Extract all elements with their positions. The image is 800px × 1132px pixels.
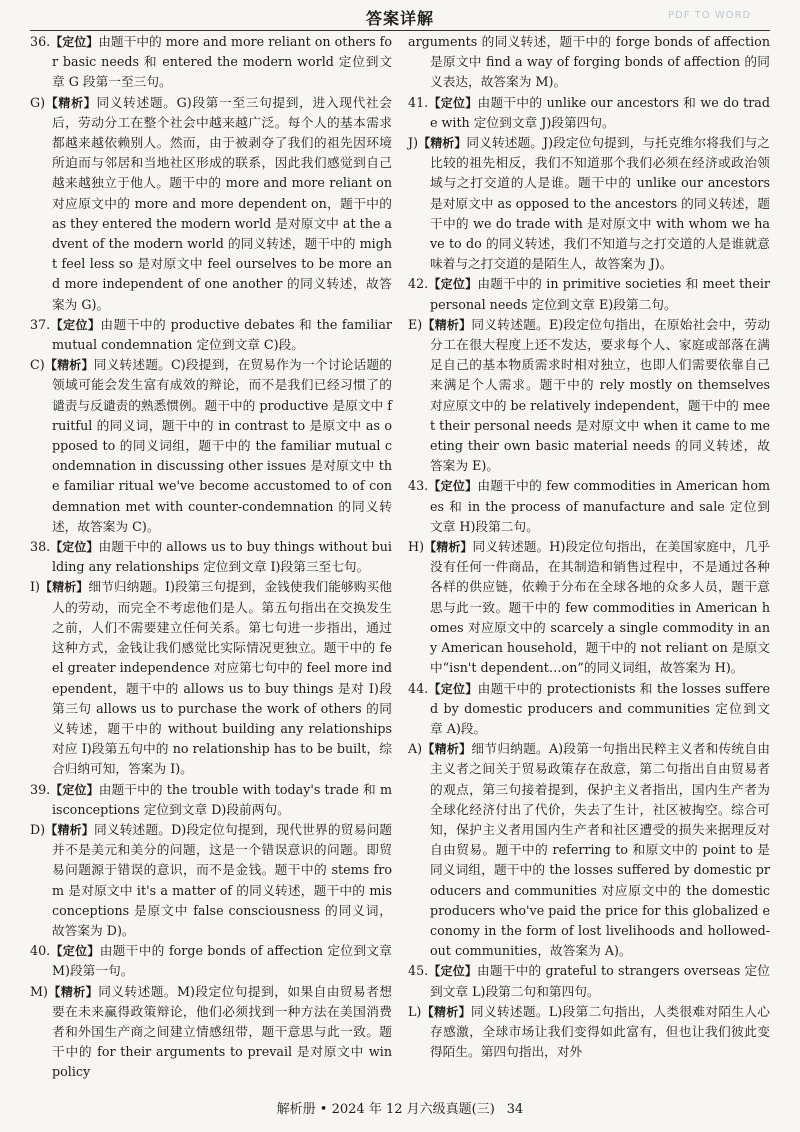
entry-text: 由题干中的 grateful to strangers overseas 定位到文章 L)段第二句和第四句。 bbox=[430, 963, 770, 999]
answer-entry bbox=[30, 315, 392, 355]
entry-number: A) bbox=[408, 741, 423, 757]
entry-number: I) bbox=[30, 579, 40, 595]
entry-number: C) bbox=[30, 357, 45, 373]
answer-entry bbox=[30, 577, 392, 779]
entry-text: 由题干中的 more and more reliant on others for basic needs 和 entered the modern world 定位到文章 G 段第一至三句。 bbox=[52, 34, 392, 90]
entry-text: 同义转述题。G)段第一至三句提到，进入现代社会后，劳动分工在整个社会中越来越广泛。每个人的基本需求都越来越依赖别人。然而，由于被剥夺了我们的祖先因环境所迫而与邻居和当地社区形成的联系，因此我们感觉到自己越来越独立于他人。题干中的 more and more reliant on 对应原文中的 more and more dependent on，题干中的 as they entered the modern world 是对原文中 at the advent of the modern world 的同义转述，题干中的 might feel less so 是对原文中 feel ourselves to be more and more independent of one another 的同义转述，故答案为 G)。 bbox=[52, 94, 392, 312]
page-footer bbox=[0, 1098, 800, 1117]
entry-number: 36. bbox=[30, 34, 51, 49]
corner-watermark: PDF TO WORD bbox=[668, 10, 752, 21]
entry-tag: 【精析】 bbox=[421, 1004, 471, 1019]
answer-entry bbox=[30, 982, 392, 1083]
entry-tag: 【精析】 bbox=[39, 580, 89, 595]
right-column bbox=[408, 32, 770, 1062]
answer-entry bbox=[408, 274, 770, 314]
entry-number: E) bbox=[408, 316, 423, 332]
entry-number: 39. bbox=[30, 781, 51, 797]
entry-text: 同义转述题。H)段定位句指出，在美国家庭中，几乎没有任何一件商品，在其制造和销售过程中，不是通过各种各样的供应链，依赖于分布在全球各地的众多人员，题干意思与此一致。题干中的 few commodities in American homes 对应原文中的 scarcely a single commodity in any American household，题干中的 not reliant on 是原文中“isn't dependent…on”的同义词组，故答案为 H)。 bbox=[430, 539, 770, 676]
entry-text: 同义转述题。D)段定位句提到，现代世界的贸易问题并不是美元和美分的问题，这是一个错误意识的问题。即贸易问题源于错误的意识，而不是金钱。题干中的 stems from 是对原文中 it's a matter of 的同义转述，题干中的 misconceptions 是原文中 false consciousness 的同义词，故答案为 D)。 bbox=[52, 821, 392, 938]
entry-tag: 【精析】 bbox=[47, 984, 99, 999]
answer-entry bbox=[408, 32, 770, 93]
answer-entry bbox=[30, 537, 392, 577]
entry-text: 由题干中的 unlike our ancestors 和 we do trade with 定位到文章 J)段第四句。 bbox=[430, 94, 770, 130]
entry-text: 细节归纳题。I)段第三句提到，金钱使我们能够购买他人的劳动，而完全不考虑他们是人。第五句指出在交换发生之前，人们不需要建立任何关系。第七句进一步指出，通过这种方式，金钱让我们感觉比实际情况更独立。题干中的 feel greater independence 对应第七句中的 feel more independent，题干中的 allows us to buy things 是对 I)段第三句 allows us to purchase the work of others 的同义转述，题干中的 without building any relationships 对应 I)段第五句中的 no relationship has to be built，综合归纳可知，答案为 I)。 bbox=[52, 579, 392, 777]
entry-tag: 【定位】 bbox=[50, 35, 99, 49]
entry-number: 40. bbox=[30, 943, 51, 959]
answer-entry bbox=[408, 679, 770, 740]
answer-entry bbox=[408, 133, 770, 274]
entry-tag: 【精析】 bbox=[424, 540, 473, 555]
entry-number: L) bbox=[408, 1003, 422, 1019]
entry-number: 42. bbox=[408, 276, 429, 292]
answer-entry bbox=[30, 355, 392, 537]
left-column bbox=[30, 32, 392, 1083]
entry-tag: 【精析】 bbox=[422, 742, 472, 757]
entry-text: 细节归纳题。A)段第一句指出民粹主义者和传统自由主义者之间关于贸易政策存在敌意，第二句指出自由贸易者的观点，第三句接着提到，保护主义者指出，国内生产者为全球化经济付出了代价，失去了生计，社区被掏空。综合可知，保护主义者用国内生产者和社区遭受的损失来据理反对自由贸易。题干中的 referring to 和原文中的 point to 是同义词组，题干中的 the losses suffered by domestic producers and communities 对应原文中的 the domestic producers who've paid the price for this globalized economy in the form of lost livelihoods and hollowed-out communities，故答案为 A)。 bbox=[430, 741, 770, 959]
answer-entry bbox=[408, 93, 770, 133]
page-number: 34 bbox=[506, 1102, 524, 1117]
answer-entry bbox=[30, 820, 392, 941]
footer-text: 解析册 • 2024 年 12 月六级真题(三) bbox=[276, 1102, 495, 1117]
header-divider bbox=[30, 30, 770, 31]
answer-entry bbox=[408, 1002, 770, 1063]
entry-number: 37. bbox=[30, 316, 51, 332]
entry-number: 44. bbox=[408, 680, 429, 696]
entry-number: D) bbox=[30, 821, 46, 837]
page-title: 答案详解 bbox=[365, 9, 434, 28]
entry-tag: 【定位】 bbox=[428, 964, 478, 979]
entry-number: 41. bbox=[408, 94, 429, 110]
entry-text: 由题干中的 forge bonds of affection 定位到文章 M)段第一句。 bbox=[52, 943, 392, 979]
entry-tag: 【精析】 bbox=[418, 136, 467, 151]
entry-number: G) bbox=[30, 94, 46, 110]
answer-entry bbox=[408, 961, 770, 1001]
entry-tag: 【定位】 bbox=[50, 540, 99, 555]
entry-text: 同义转述题。M)段定位句提到，如果自由贸易者想要在未来赢得政策辩论，他们必须找到一种方法在美国消费者和外国生产商之间建立情感纽带，题干意思与此一致。题干中的 for their arguments to prevail 是对原文中 win policy bbox=[52, 983, 392, 1080]
entry-tag: 【定位】 bbox=[428, 277, 478, 292]
entry-text: 同义转述题。E)段定位句指出，在原始社会中，劳动分工在很大程度上还不发达，要求每个人、家庭或部落在满足自己的基本物质需求时相对独立，也即人们需要依靠自己来满足个人需求。题干中的 rely mostly on themselves 对应原文中的 be relatively independent，题干中的 meet their personal needs 是对原文中 when it came to meeting their own basic material needs 的同义转述，故答案为 E)。 bbox=[430, 316, 770, 474]
entry-text: 同义转述题。C)段提到，在贸易作为一个讨论话题的领域可能会发生富有成效的辩论，而不是我们已经习惯了的谴责与反谴责的熟悉惯例。题干中的 productive 是原文中 fruitful 的同义词，题干中的 in contrast to 是原文中 as opposed to 的同义词组，题干中的 the familiar mutual condemnation in discussing other issues 是对原文中 the familiar ritual we've become accustomed to of condemnation met with counter-condemnation 的同义转述，故答案为 C)。 bbox=[52, 357, 392, 534]
entry-text: arguments 的同义转述，题干中的 forge bonds of affection 是原文中 find a way of forging bonds of affection 的同义表达，故答案为 M)。 bbox=[408, 34, 770, 90]
entry-number: 38. bbox=[30, 539, 51, 555]
entry-tag: 【定位】 bbox=[50, 317, 101, 332]
answer-entry bbox=[408, 537, 770, 678]
entry-text: 由题干中的 few commodities in American homes 和 in the process of manufacture and sale 定位到文章 H)段第二句。 bbox=[430, 478, 770, 534]
answer-entry bbox=[30, 93, 392, 315]
entry-tag: 【精析】 bbox=[422, 317, 472, 332]
entry-tag: 【定位】 bbox=[428, 681, 478, 696]
entry-text: 由题干中的 productive debates 和 the familiar mutual condemnation 定位到文章 C)段。 bbox=[52, 316, 392, 353]
answer-entry bbox=[30, 941, 392, 981]
entry-tag: 【定位】 bbox=[50, 944, 100, 959]
entry-tag: 【精析】 bbox=[45, 822, 94, 837]
answer-entry bbox=[408, 476, 770, 537]
entry-number: 45. bbox=[408, 963, 429, 979]
entry-tag: 【定位】 bbox=[50, 782, 99, 797]
entry-tag: 【精析】 bbox=[45, 95, 97, 110]
entry-tag: 【定位】 bbox=[428, 479, 478, 494]
answer-entry bbox=[408, 315, 770, 477]
entry-number: H) bbox=[408, 539, 425, 555]
entry-text: 由题干中的 allows us to buy things without building any relationships 定位到文章 I)段第三至七句。 bbox=[52, 539, 392, 575]
entry-number: 43. bbox=[408, 478, 429, 494]
entry-number: M) bbox=[30, 983, 48, 999]
answer-entry bbox=[408, 739, 770, 961]
entry-text: 同义转述题。L)段第二句指出，人类很难对陌生人心存感激，全球市场让我们变得如此富有，但也让我们彼此变得陌生。第四句指出，对外 bbox=[430, 1003, 770, 1060]
entry-text: 由题干中的 protectionists 和 the losses suffered by domestic producers and communities 定位到文章 A)段。 bbox=[430, 680, 770, 736]
entry-text: 同义转述题。J)段定位句提到，与托克维尔将我们与之比较的祖先相反，我们不知道那个我们必须在经济或政治领域与之打交道的人是谁。题干中的 unlike our ancestors 是对原文中 as opposed to the ancestors 的同义转述，题干中的 we do trade with 是对原文中 with whom we have to do 的同义转述，我们不知道与之打交道的人是谁就意味着与之打交道的是陌生人，故答案为 J)。 bbox=[430, 135, 770, 272]
entry-number: J) bbox=[408, 135, 419, 151]
answer-entry bbox=[30, 32, 392, 93]
entry-text: 由题干中的 in primitive societies 和 meet their personal needs 定位到文章 E)段第二句。 bbox=[430, 276, 770, 312]
entry-tag: 【定位】 bbox=[428, 95, 478, 110]
answer-entry bbox=[30, 780, 392, 820]
entry-tag: 【精析】 bbox=[44, 358, 94, 373]
entry-text: 由题干中的 the trouble with today's trade 和 misconceptions 定位到文章 D)段前两句。 bbox=[52, 781, 392, 817]
